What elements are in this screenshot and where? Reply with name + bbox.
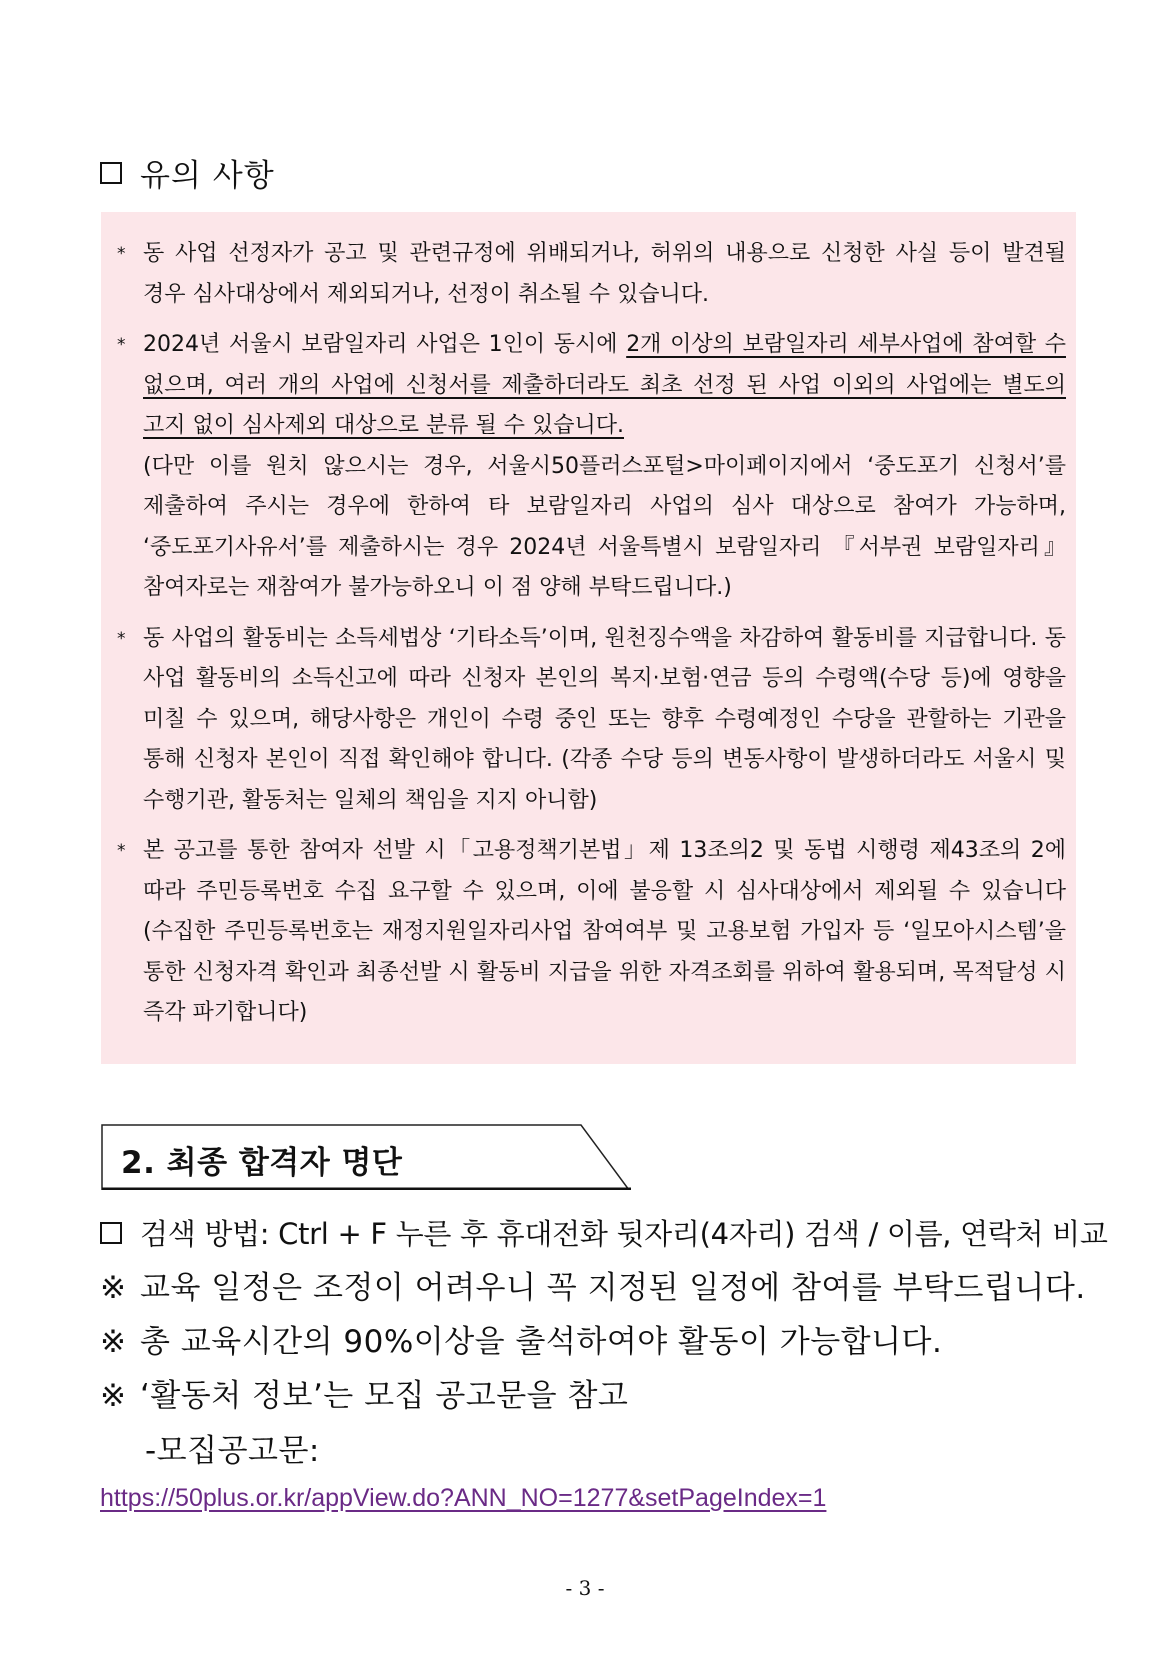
notice-item [115, 619, 1066, 822]
notice-item-text: 동 사업 선정자가 공고 및 관련규정에 위배되거나, 허위의 내용으로 신청한 사실 등이 발견될 경우 심사대상에서 제외되거나, 선정이 취소될 수 있습니다. [143, 241, 1066, 307]
notice-heading-text: 유의 사항 [140, 158, 275, 194]
notice-item-text: 2024년 서울시 보람일자리 사업은 1인이 동시에 [143, 332, 627, 357]
reference-note [100, 1316, 942, 1361]
notice-item [115, 234, 1066, 315]
reference-note [100, 1370, 628, 1415]
reference-mark: ※ [100, 1324, 127, 1360]
sub-label: -모집공고문: [145, 1433, 320, 1469]
notice-item-parenthetical: (다만 이를 원치 않으시는 경우, 서울시50플러스포털>마이페이지에서 ‘중도포기 신청서’를 제출하여 주시는 경우에 한하여 타 보람일자리 사업의 심사 대상으로 참여가 가능하며, ‘중도포기사유서’를 제출하시는 경우 2024년 서울특별시 보람일자리 『서부권 보람일자리』 참여자로는 재참여가 불가능하오니 이 점 양해 부탁드립니다.) [143, 453, 1066, 600]
bullet-star: * [117, 628, 126, 649]
section-title: 2. 최종 합격자 명단 [121, 1145, 403, 1181]
reference-mark: ※ [100, 1378, 127, 1414]
notice-heading [100, 150, 275, 195]
reference-mark: ※ [100, 1270, 127, 1306]
notice-item-text: 동 사업의 활동비는 소득세법상 ‘기타소득’이며, 원천징수액을 차감하여 활동비를 지급합니다. 동 사업 활동비의 소득신고에 따라 신청자 본인의 복지·보험·연금 등의 수령액(수당 등)에 영향을 미칠 수 있으며, 해당사항은 개인이 수령 중인 또는 향후 수령예정인 수당을 관할하는 기관을 통해 신청자 본인이 직접 확인해야 합니다. (각종 수당 등의 변동사항이 발생하더라도 서울시 및 수행기관, 활동처는 일체의 책임을 지지 아니함) [143, 625, 1066, 813]
notice-item-underlined-text: 2개 이상의 보람일자리 세부사업에 참여할 수 없으며, 여러 개의 사업에 신청서를 제출하더라도 최초 선정 된 사업 이외의 사업에는 별도의 고지 없이 심사제외 대상으로 분류 될 수 있습니다. [143, 332, 1066, 438]
search-method-text: 검색 방법: Ctrl + F 누른 후 휴대전화 뒷자리(4자리) 검색 / 이름, 연락처 비교 [140, 1217, 1108, 1251]
page-number: - 3 - [565, 1576, 605, 1600]
recruitment-notice-link[interactable]: https://50plus.or.kr/appView.do?ANN_NO=1277&setPageIndex=1 [100, 1484, 827, 1512]
checkbox-icon [100, 1222, 122, 1244]
search-method-line [100, 1212, 1108, 1253]
reference-note-text: ‘활동처 정보’는 모집 공고문을 참고 [140, 1378, 629, 1414]
reference-note [100, 1262, 1086, 1307]
notice-item [115, 325, 1066, 609]
checkbox-icon [100, 162, 122, 184]
bullet-star: * [117, 841, 126, 861]
notice-item-text: 본 공고를 통한 참여자 선발 시「고용정책기본법」제 13조의2 및 동법 시행령 제43조의 2에 따라 주민등록번호 수집 요구할 수 있으며, 이에 불응할 시 심사대상에서 제외될 수 있습니다(수집한 주민등록번호는 재정지원일자리사업 참여여부 및 고용보험 가입자 등 ‘일모아시스템’을 통한 신청자격 확인과 최종선발 시 활동비 지급을 위한 자격조회를 위하여 활용되며, 목적달성 시 즉각 파기합니다) [143, 838, 1066, 1025]
reference-note-text: 총 교육시간의 90%이상을 출석하여야 활동이 가능합니다. [140, 1324, 943, 1360]
notice-item-body [143, 325, 1066, 609]
notice-box [101, 212, 1076, 1064]
reference-note-text: 교육 일정은 조정이 어려우니 꼭 지정된 일정에 참여를 부탁드립니다. [140, 1270, 1086, 1306]
bullet-star: * [117, 335, 126, 355]
section-header-tab [101, 1124, 631, 1190]
notice-item [115, 831, 1066, 1034]
bullet-star: * [117, 244, 126, 264]
